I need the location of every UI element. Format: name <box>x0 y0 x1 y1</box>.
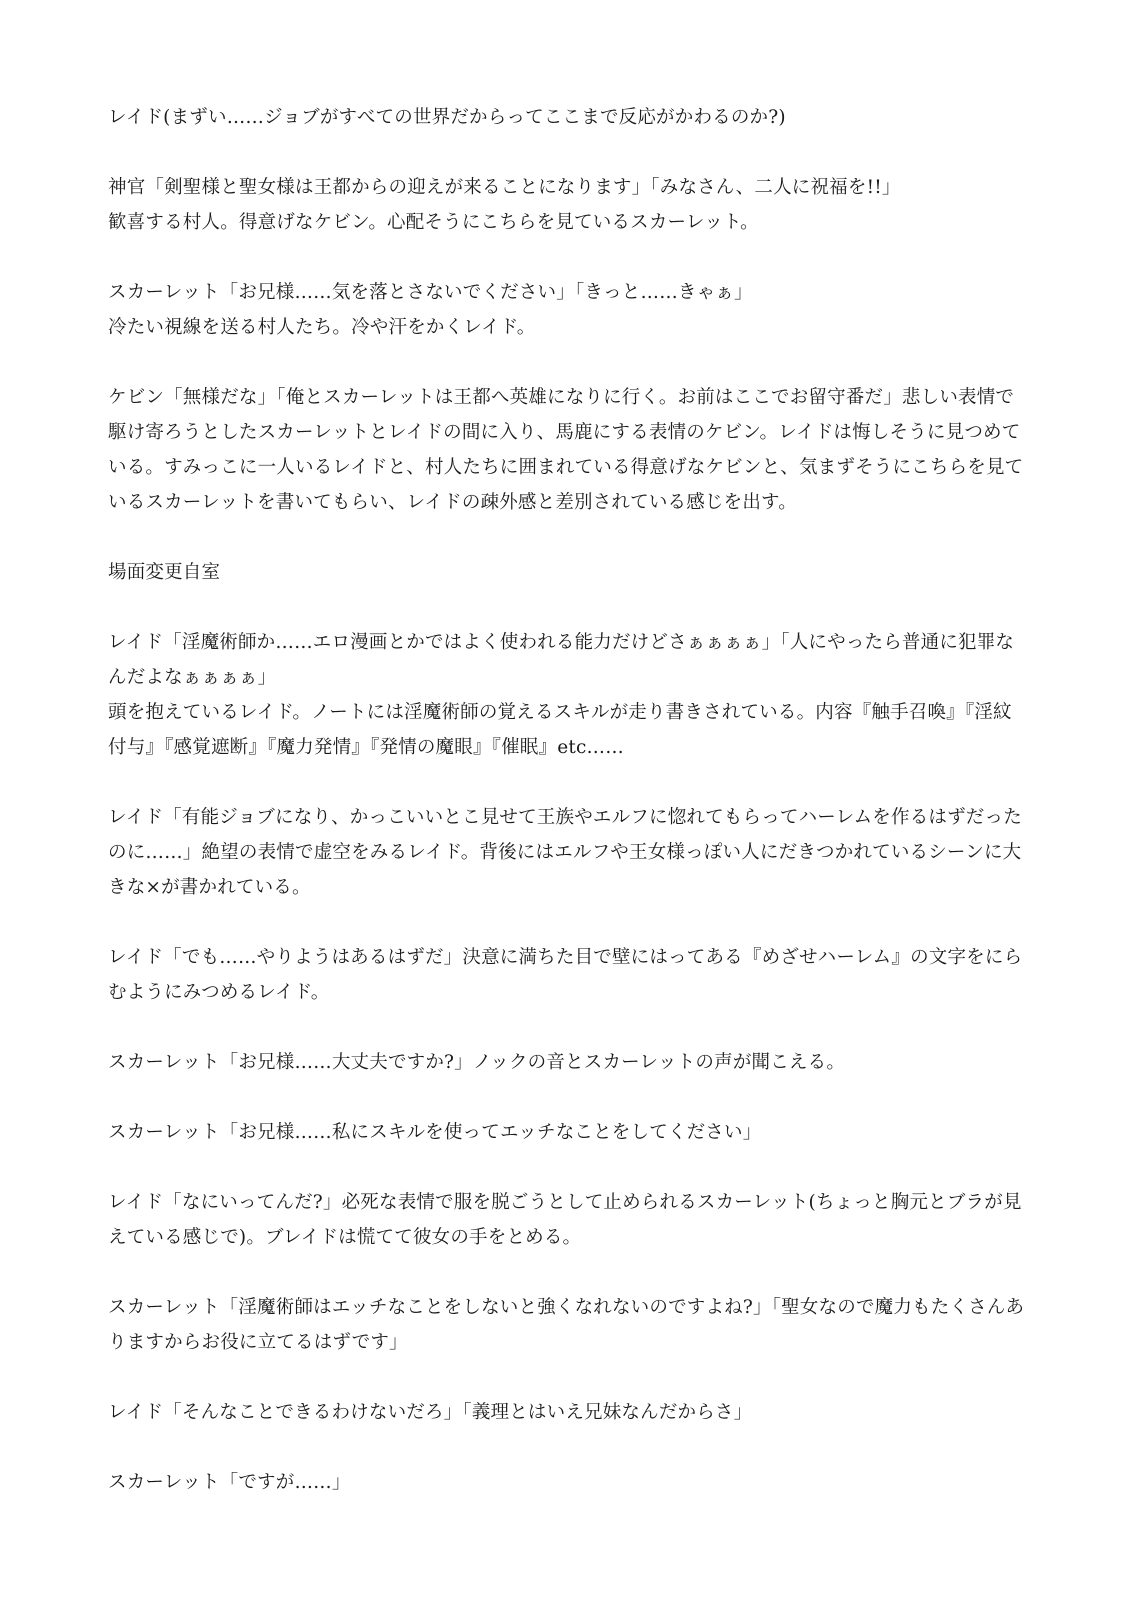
paragraph <box>108 1395 1026 1430</box>
paragraph <box>108 625 1026 765</box>
paragraph <box>108 100 1026 135</box>
text-line: スカーレット「ですが……」 <box>108 1472 351 1493</box>
text-line: 歓喜する村人。得意げなケビン。心配そうにこちらを見ているスカーレット。 <box>108 212 759 233</box>
paragraph <box>108 275 1026 345</box>
paragraph <box>108 1185 1026 1255</box>
paragraph <box>108 380 1026 520</box>
text-line: スカーレット「淫魔術師はエッチなことをしないと強くなれないのですよね?」「聖女なので魔力もたくさんありますからお役に立てるはずです」 <box>108 1297 1025 1353</box>
text-line: スカーレット「お兄様……私にスキルを使ってエッチなことをしてください」 <box>108 1122 762 1143</box>
text-line: レイド「そんなことできるわけないだろ」「義理とはいえ兄妹なんだからさ」 <box>108 1402 753 1423</box>
paragraph <box>108 800 1026 905</box>
paragraph <box>108 1290 1026 1360</box>
text-line: レイド「有能ジョブになり、かっこいいとこ見せて王族やエルフに惚れてもらってハーレムを作るはずだったのに……」絶望の表情で虚空をみるレイド。背後にはエルフや王女様っぽい人にだきつかれているシーンに大きな×が書かれている。 <box>108 807 1022 898</box>
text-line: レイド(まずい……ジョブがすべての世界だからってここまで反応がかわるのか?) <box>108 107 786 128</box>
paragraph <box>108 1465 1026 1500</box>
paragraph <box>108 940 1026 1010</box>
paragraph <box>108 1045 1026 1080</box>
text-line: レイド「なにいってんだ?」必死な表情で服を脱ごうとして止められるスカーレット(ちょっと胸元とブラが見えている感じで)。ブレイドは慌てて彼女の手をとめる。 <box>108 1192 1022 1248</box>
text-line: 冷たい視線を送る村人たち。冷や汗をかくレイド。 <box>108 317 536 338</box>
paragraph <box>108 170 1026 240</box>
text-line: レイド「淫魔術師か……エロ漫画とかではよく使われる能力だけどさぁぁぁぁ」「人にやったら普通に犯罪なんだよなぁぁぁぁ」 <box>108 632 1015 688</box>
document-body <box>108 100 1026 1500</box>
text-line: スカーレット「お兄様……気を落とさないでください」「きっと……きゃぁ」 <box>108 282 753 303</box>
text-line: スカーレット「お兄様……大丈夫ですか?」ノックの音とスカーレットの声が聞こえる。 <box>108 1052 846 1073</box>
scene-change-line: 場面変更自室 <box>108 562 221 583</box>
paragraph <box>108 1115 1026 1150</box>
paragraph <box>108 555 1026 590</box>
text-line: 頭を抱えているレイド。ノートには淫魔術師の覚えるスキルが走り書きされている。内容『触手召喚』『淫紋付与』『感覚遮断』『魔力発情』『発情の魔眼』『催眠』etc…… <box>108 702 1012 758</box>
text-line: レイド「でも……やりようはあるはずだ」決意に満ちた目で壁にはってある『めざせハーレム』の文字をにらむようにみつめるレイド。 <box>108 947 1023 1003</box>
text-line: 神官「剣聖様と聖女様は王都からの迎えが来ることになります」「みなさん、二人に祝福を!!」 <box>108 177 901 198</box>
text-line: ケビン「無様だな」「俺とスカーレットは王都へ英雄になりに行く。お前はここでお留守番だ」悲しい表情で駆け寄ろうとしたスカーレットとレイドの間に入り、馬鹿にする表情のケビン。レイドは悔しそうに見つめている。すみっこに一人いるレイドと、村人たちに囲まれている得意げなケビンと、気まずそうにこちらを見ているスカーレットを書いてもらい、レイドの疎外感と差別されている感じを出す。 <box>108 387 1024 513</box>
